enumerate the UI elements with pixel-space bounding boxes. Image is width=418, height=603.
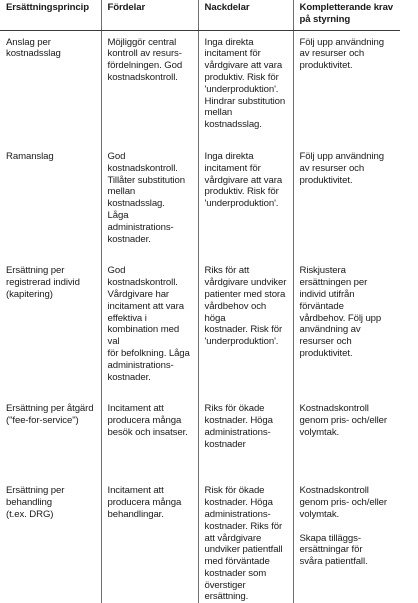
principle-cell: Anslag per kostnadsslag [6,36,61,60]
disadvantages-cell: Riks för att vårdgivare undviker patienter med stora vårdbehov och höga kostnader. Risk för 'underproduktion'. [198,259,293,397]
requirements-cell: Följ upp användning av resurser och produktivitet. [293,30,400,145]
disadvantages-cell: Riks för ökade kostnader. Höga administrations- kostnader [198,397,293,479]
advantages-cell: God kostnadskontroll. Tillåter substitution mellan kostnadsslag. Låga administrations- kostnader. [101,145,198,259]
disadvantages-cell: Inga direkta incitament för vårdgivare att vara produktiv. Risk för 'underproduktion'. Hindrar substitution mellan kostnadsslag. [198,30,293,145]
advantages-cell: God kostnadskontroll. Vårdgivare har incitament att vara effektiva i kombination med val för befolkning. Låga administrations- kostnader. [101,259,198,397]
header-disadvantages: Nackdelar [198,0,293,30]
principle-cell: Ersättning per registrerad individ (kapitering) [6,265,80,300]
requirements-cell: Följ upp användning av resurser och produktivitet. [293,145,400,259]
header-advantages: Fördelar [101,0,198,30]
principle-cell: Ramanslag [6,150,54,162]
header-requirements: Kompletterande krav på styrning [293,0,400,30]
table-row [0,30,400,145]
table-row [0,145,400,259]
requirements-cell: Kostnadskontroll genom pris- och/eller volymtak. [293,397,400,479]
table-row [0,397,400,479]
header-principle: Ersättningsprincip [0,0,101,30]
advantages-cell: Incitament att producera många behandlingar. [101,479,198,603]
principle-cell: Ersättning per behandling (t.ex. DRG) [6,485,65,520]
requirements-cell: Kostnadskontroll genom pris- och/eller volymtak. Skapa tilläggs- ersättningar för svåra patientfall. [293,479,400,603]
principle-cell: Ersättning per åtgärd ("fee-for-service") [6,403,94,427]
disadvantages-cell: Risk för ökade kostnader. Höga administrations- kostnader. Riks för att vårdgivare undviker patientfall med förväntade kostnader som överstiger ersättning. [198,479,293,603]
disadvantages-cell: Inga direkta incitament för vårdgivare att vara produktiv. Risk för 'underproduktion'. [198,145,293,259]
advantages-cell: Incitament att producera många besök och insatser. [101,397,198,479]
requirements-cell: Riskjustera ersättningen per individ utifrån förväntade vårdbehov. Följ upp användning av resurser och produktivitet. [293,259,400,397]
table-row [0,479,400,603]
table-header-row [0,0,400,30]
advantages-cell: Möjliggör central kontroll av resurs- fördelningen. God kostnadskontroll. [101,30,198,145]
table-row [0,259,400,397]
